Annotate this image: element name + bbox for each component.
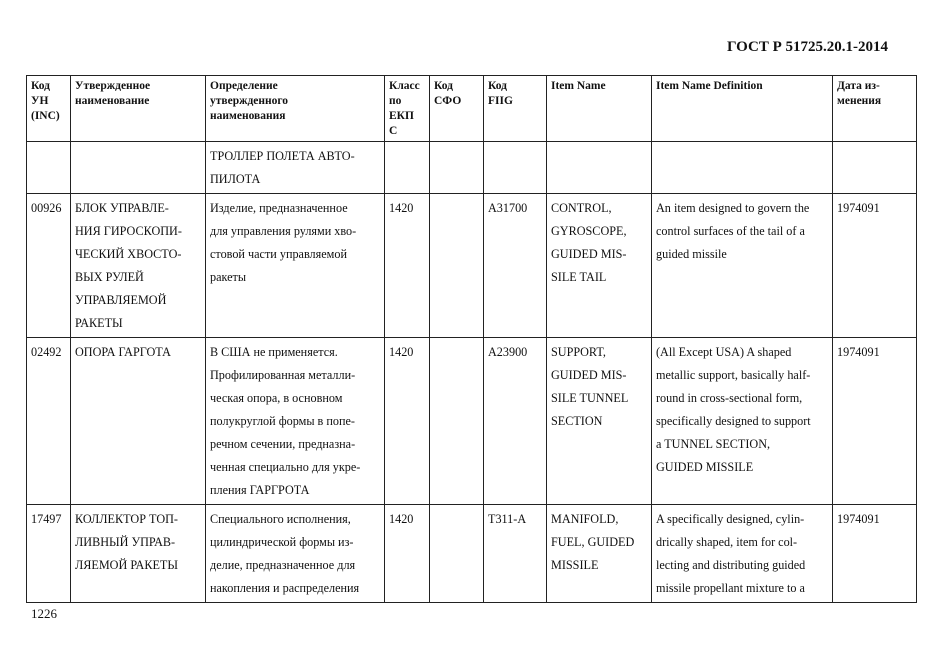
cell-sfo: [430, 142, 484, 194]
cell-sfo: [430, 194, 484, 338]
cell-item-definition: A specifically designed, cylin- drically shaped, item for col- lecting and distributing guided missile propellant mixture to a: [652, 505, 833, 603]
header-class: Класс по ЕКП С: [385, 76, 430, 142]
cell-class: 1420: [385, 505, 430, 603]
cell-item-definition: (All Except USA) A shaped metallic support, basically half- round in cross-sectional form, specifically designed to support a TUNNEL SECTION, GUIDED MISSILE: [652, 338, 833, 505]
cell-sfo: [430, 505, 484, 603]
cell-fiig: [484, 142, 547, 194]
cell-approved-name: БЛОК УПРАВЛЕ- НИЯ ГИРОСКОПИ- ЧЕСКИЙ ХВОСТО- ВЫХ РУЛЕЙ УПРАВЛЯЕМОЙ РАКЕТЫ: [71, 194, 206, 338]
cell-item-name: MANIFOLD, FUEL, GUIDED MISSILE: [547, 505, 652, 603]
cell-item-name: CONTROL, GYROSCOPE, GUIDED MIS- SILE TAIL: [547, 194, 652, 338]
header-item-name: Item Name: [547, 76, 652, 142]
cell-fiig: A23900: [484, 338, 547, 505]
page-number: 1226: [31, 606, 57, 621]
header-inc: Код УН (INC): [27, 76, 71, 142]
item-name-registry-table: [26, 75, 917, 603]
cell-item-name: SUPPORT, GUIDED MIS- SILE TUNNEL SECTION: [547, 338, 652, 505]
cell-change-date: 1974091: [833, 505, 917, 603]
cell-sfo: [430, 338, 484, 505]
cell-inc: [27, 142, 71, 194]
cell-class: [385, 142, 430, 194]
cell-inc: 17497: [27, 505, 71, 603]
cell-class: 1420: [385, 194, 430, 338]
header-sfo: Код СФО: [430, 76, 484, 142]
table-header-row: [27, 76, 917, 142]
table-row: [27, 142, 917, 194]
cell-change-date: 1974091: [833, 338, 917, 505]
cell-approved-name: [71, 142, 206, 194]
cell-definition: Специального исполнения, цилиндрической формы из- делие, предназначенное для накопления и распределения: [206, 505, 385, 603]
table-row: [27, 338, 917, 505]
cell-class: 1420: [385, 338, 430, 505]
header-definition: Определение утвержденного наименования: [206, 76, 385, 142]
header-fiig: Код FIIG: [484, 76, 547, 142]
cell-fiig: A31700: [484, 194, 547, 338]
cell-item-name: [547, 142, 652, 194]
cell-inc: 00926: [27, 194, 71, 338]
cell-definition: В США не применяется. Профилированная металли- ческая опора, в основном полукруглой формы в попе- речном сечении, предназна- ченная специально для укре- пления ГАРГРОТА: [206, 338, 385, 505]
table-row: [27, 194, 917, 338]
cell-change-date: [833, 142, 917, 194]
header-change-date: Дата из- менения: [833, 76, 917, 142]
header-item-definition: Item Name Definition: [652, 76, 833, 142]
cell-definition: Изделие, предназначенное для управления рулями хво- стовой части управляемой ракеты: [206, 194, 385, 338]
cell-approved-name: КОЛЛЕКТОР ТОП- ЛИВНЫЙ УПРАВ- ЛЯЕМОЙ РАКЕТЫ: [71, 505, 206, 603]
cell-change-date: 1974091: [833, 194, 917, 338]
header-approved-name: Утвержденное наименование: [71, 76, 206, 142]
cell-item-definition: [652, 142, 833, 194]
cell-definition: ТРОЛЛЕР ПОЛЕТА АВТО- ПИЛОТА: [206, 142, 385, 194]
cell-approved-name: ОПОРА ГАРГОТА: [71, 338, 206, 505]
table-row: [27, 505, 917, 603]
cell-inc: 02492: [27, 338, 71, 505]
document-standard-code: ГОСТ Р 51725.20.1-2014: [726, 39, 888, 55]
cell-fiig: T311-A: [484, 505, 547, 603]
cell-item-definition: An item designed to govern the control surfaces of the tail of a guided missile: [652, 194, 833, 338]
